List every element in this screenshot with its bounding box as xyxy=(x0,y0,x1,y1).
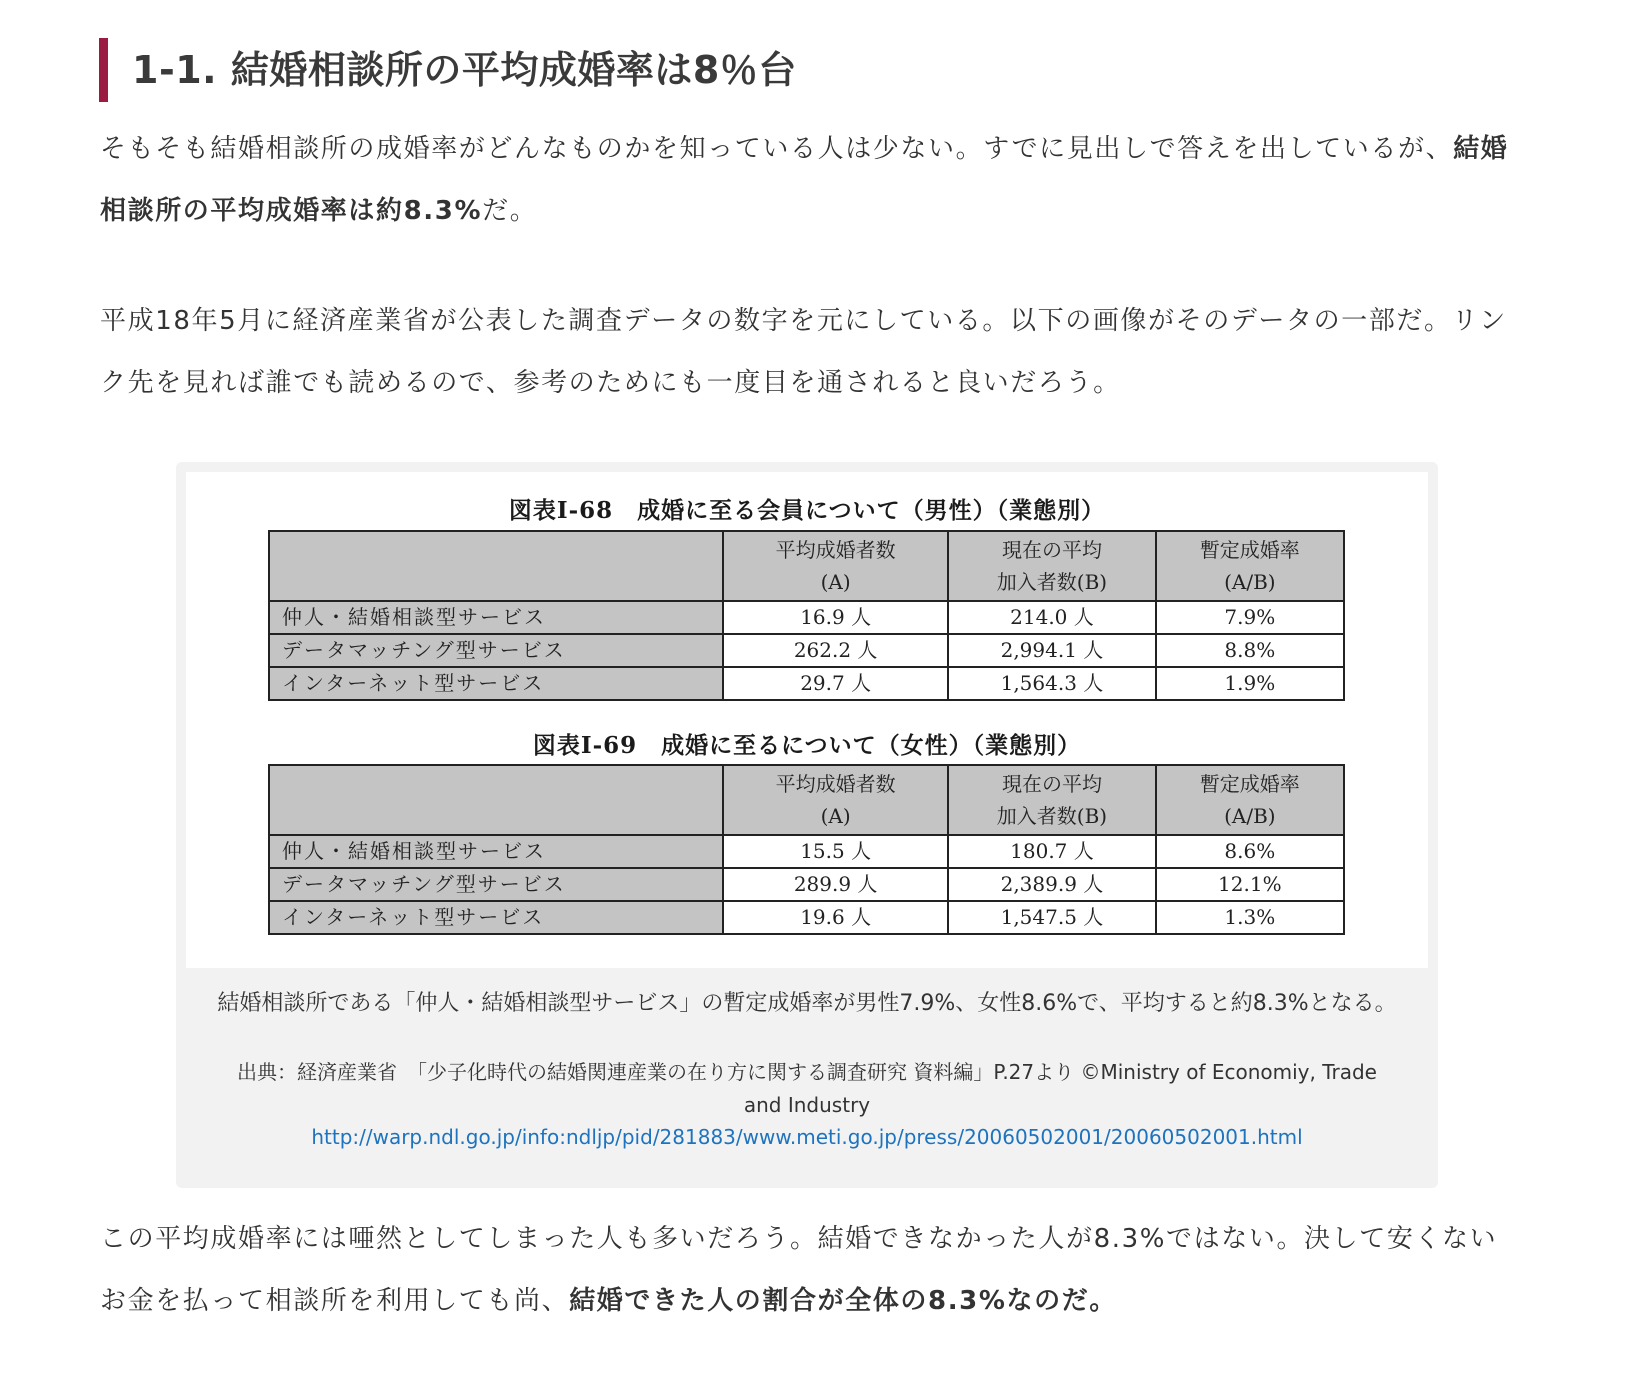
table-header-row xyxy=(269,531,1344,601)
source-paragraph: 平成18年5月に経済産業省が公表した調査データの数字を元にしている。以下の画像がそのデータの一部だ。リンク先を見れば誰でも読めるので、参考のためにも一度目を通されると良いだろう。 xyxy=(100,306,1507,398)
header-cell: 現在の平均 加入者数(B) xyxy=(948,765,1155,835)
row-label: 仲人・結婚相談型サービス xyxy=(269,835,723,868)
figure-card xyxy=(176,462,1438,1188)
cell: 214.0 人 xyxy=(948,601,1155,634)
table-title-female: 図表Ⅰ-69 成婚に至るについて（女性）（業態別） xyxy=(532,732,1082,759)
cell: 180.7 人 xyxy=(948,835,1155,868)
data-table-male xyxy=(268,530,1345,701)
conclusion-paragraph xyxy=(100,1208,1510,1332)
cell: 12.1% xyxy=(1156,868,1344,901)
paragraph-text: この平均成婚率には唖然としてしまった人も多いだろう。結婚できなかった人が8.3%ではない。決して安くないお金を払って相談所を利用しても尚、 xyxy=(100,1224,1498,1316)
emphasis-text: 結婚できた人の割合が全体の8.3%なのだ。 xyxy=(569,1286,1117,1316)
table-row xyxy=(269,634,1344,667)
cell: 1,564.3 人 xyxy=(948,667,1155,700)
source-link-container xyxy=(216,1122,1398,1152)
figure-source: 出典：経済産業省 「少子化時代の結婚関連産業の在り方に関する調査研究 資料編」P.27より ©Ministry of Economiy, Trade and Industry xyxy=(237,1060,1377,1117)
cell: 262.2 人 xyxy=(723,634,948,667)
cell: 7.9% xyxy=(1156,601,1344,634)
section-heading: 1-1. 結婚相談所の平均成婚率は8％台 xyxy=(99,38,797,102)
row-label: データマッチング型サービス xyxy=(269,634,723,667)
cell: 29.7 人 xyxy=(723,667,948,700)
table-corner-cell xyxy=(269,531,723,601)
cell: 8.8% xyxy=(1156,634,1344,667)
table-title-male: 図表Ⅰ-68 成婚に至る会員について（男性）（業態別） xyxy=(508,497,1106,524)
cell: 1.9% xyxy=(1156,667,1344,700)
row-label: インターネット型サービス xyxy=(269,667,723,700)
header-cell: 暫定成婚率 (A/B) xyxy=(1156,531,1344,601)
table-header-row xyxy=(269,765,1344,835)
table-row xyxy=(269,601,1344,634)
cell: 8.6% xyxy=(1156,835,1344,868)
header-cell: 現在の平均 加入者数(B) xyxy=(948,531,1155,601)
cell: 2,389.9 人 xyxy=(948,868,1155,901)
figure-caption: 結婚相談所である「仲人・結婚相談型サービス」の暫定成婚率が男性7.9%、女性8.6%で、平均すると約8.3%となる。 xyxy=(217,991,1397,1016)
cell: 19.6 人 xyxy=(723,901,948,934)
cell: 16.9 人 xyxy=(723,601,948,634)
cell: 289.9 人 xyxy=(723,868,948,901)
cell: 1.3% xyxy=(1156,901,1344,934)
header-cell: 平均成婚者数 (A) xyxy=(723,531,948,601)
table-row xyxy=(269,868,1344,901)
header-cell: 暫定成婚率 (A/B) xyxy=(1156,765,1344,835)
table-row xyxy=(269,901,1344,934)
paragraph-text: そもそも結婚相談所の成婚率がどんなものかを知っている人は少ない。すでに見出しで答えを出しているが、 xyxy=(100,134,1454,164)
table-image xyxy=(186,472,1428,968)
cell: 1,547.5 人 xyxy=(948,901,1155,934)
table-corner-cell xyxy=(269,765,723,835)
table-row xyxy=(269,667,1344,700)
header-cell: 平均成婚者数 (A) xyxy=(723,765,948,835)
source-link[interactable]: http://warp.ndl.go.jp/info:ndljp/pid/281883/www.meti.go.jp/press/20060502001/20060502001.html xyxy=(311,1125,1303,1149)
emphasis-text: 結婚相談所の平均成婚率は約8.3% xyxy=(100,134,1509,226)
data-table-female xyxy=(268,764,1345,935)
table-row xyxy=(269,835,1344,868)
row-label: データマッチング型サービス xyxy=(269,868,723,901)
cell: 15.5 人 xyxy=(723,835,948,868)
intro-paragraph xyxy=(100,118,1510,242)
paragraph-text: だ。 xyxy=(482,196,538,226)
row-label: 仲人・結婚相談型サービス xyxy=(269,601,723,634)
row-label: インターネット型サービス xyxy=(269,901,723,934)
cell: 2,994.1 人 xyxy=(948,634,1155,667)
